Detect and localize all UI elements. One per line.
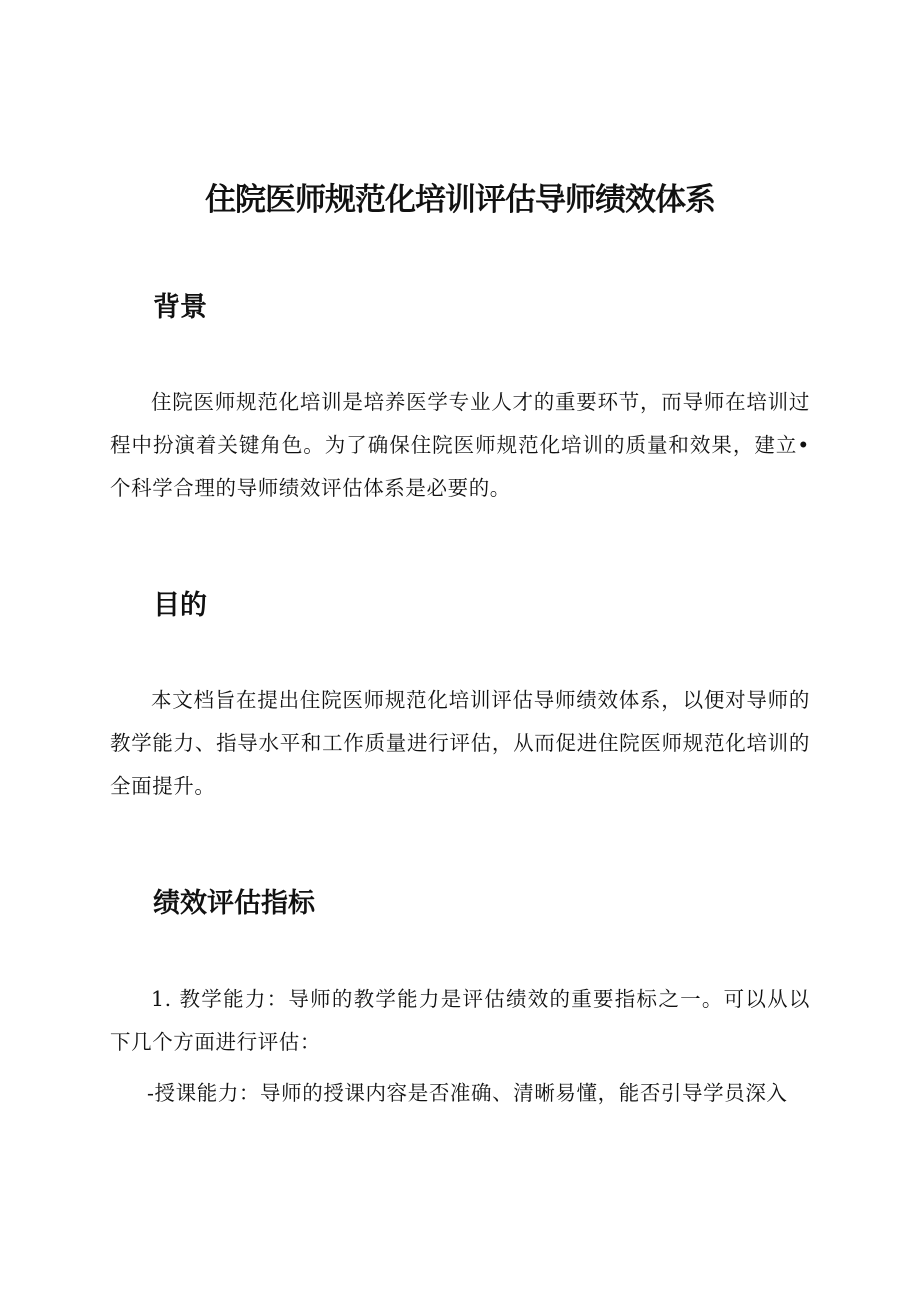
indicator-item-teaching: 1. 教学能力：导师的教学能力是评估绩效的重要指标之一。可以从以下几个方面进行评估： <box>110 987 810 1054</box>
document-title: 住院医师规范化培训评估导师绩效体系 <box>205 182 715 218</box>
background-paragraph: 住院医师规范化培训是培养医学专业人才的重要环节，而导师在培训过程中扮演着关键角色。为了确保住院医师规范化培训的质量和效果，建立•个科学合理的导师绩效评估体系是必要的。 <box>110 390 810 500</box>
section-heading-purpose: 目的 <box>153 590 207 621</box>
section-heading-background: 背景 <box>153 292 207 323</box>
purpose-paragraph: 本文档旨在提出住院医师规范化培训评估导师绩效体系，以便对导师的教学能力、指导水平和工作质量进行评估，从而促进住院医师规范化培训的全面提升。 <box>110 688 810 798</box>
indicator-subitem-lecturing: -授课能力：导师的授课内容是否准确、清晰易懂，能否引导学员深入 <box>147 1081 788 1105</box>
section-heading-indicators: 绩效评估指标 <box>153 888 315 919</box>
